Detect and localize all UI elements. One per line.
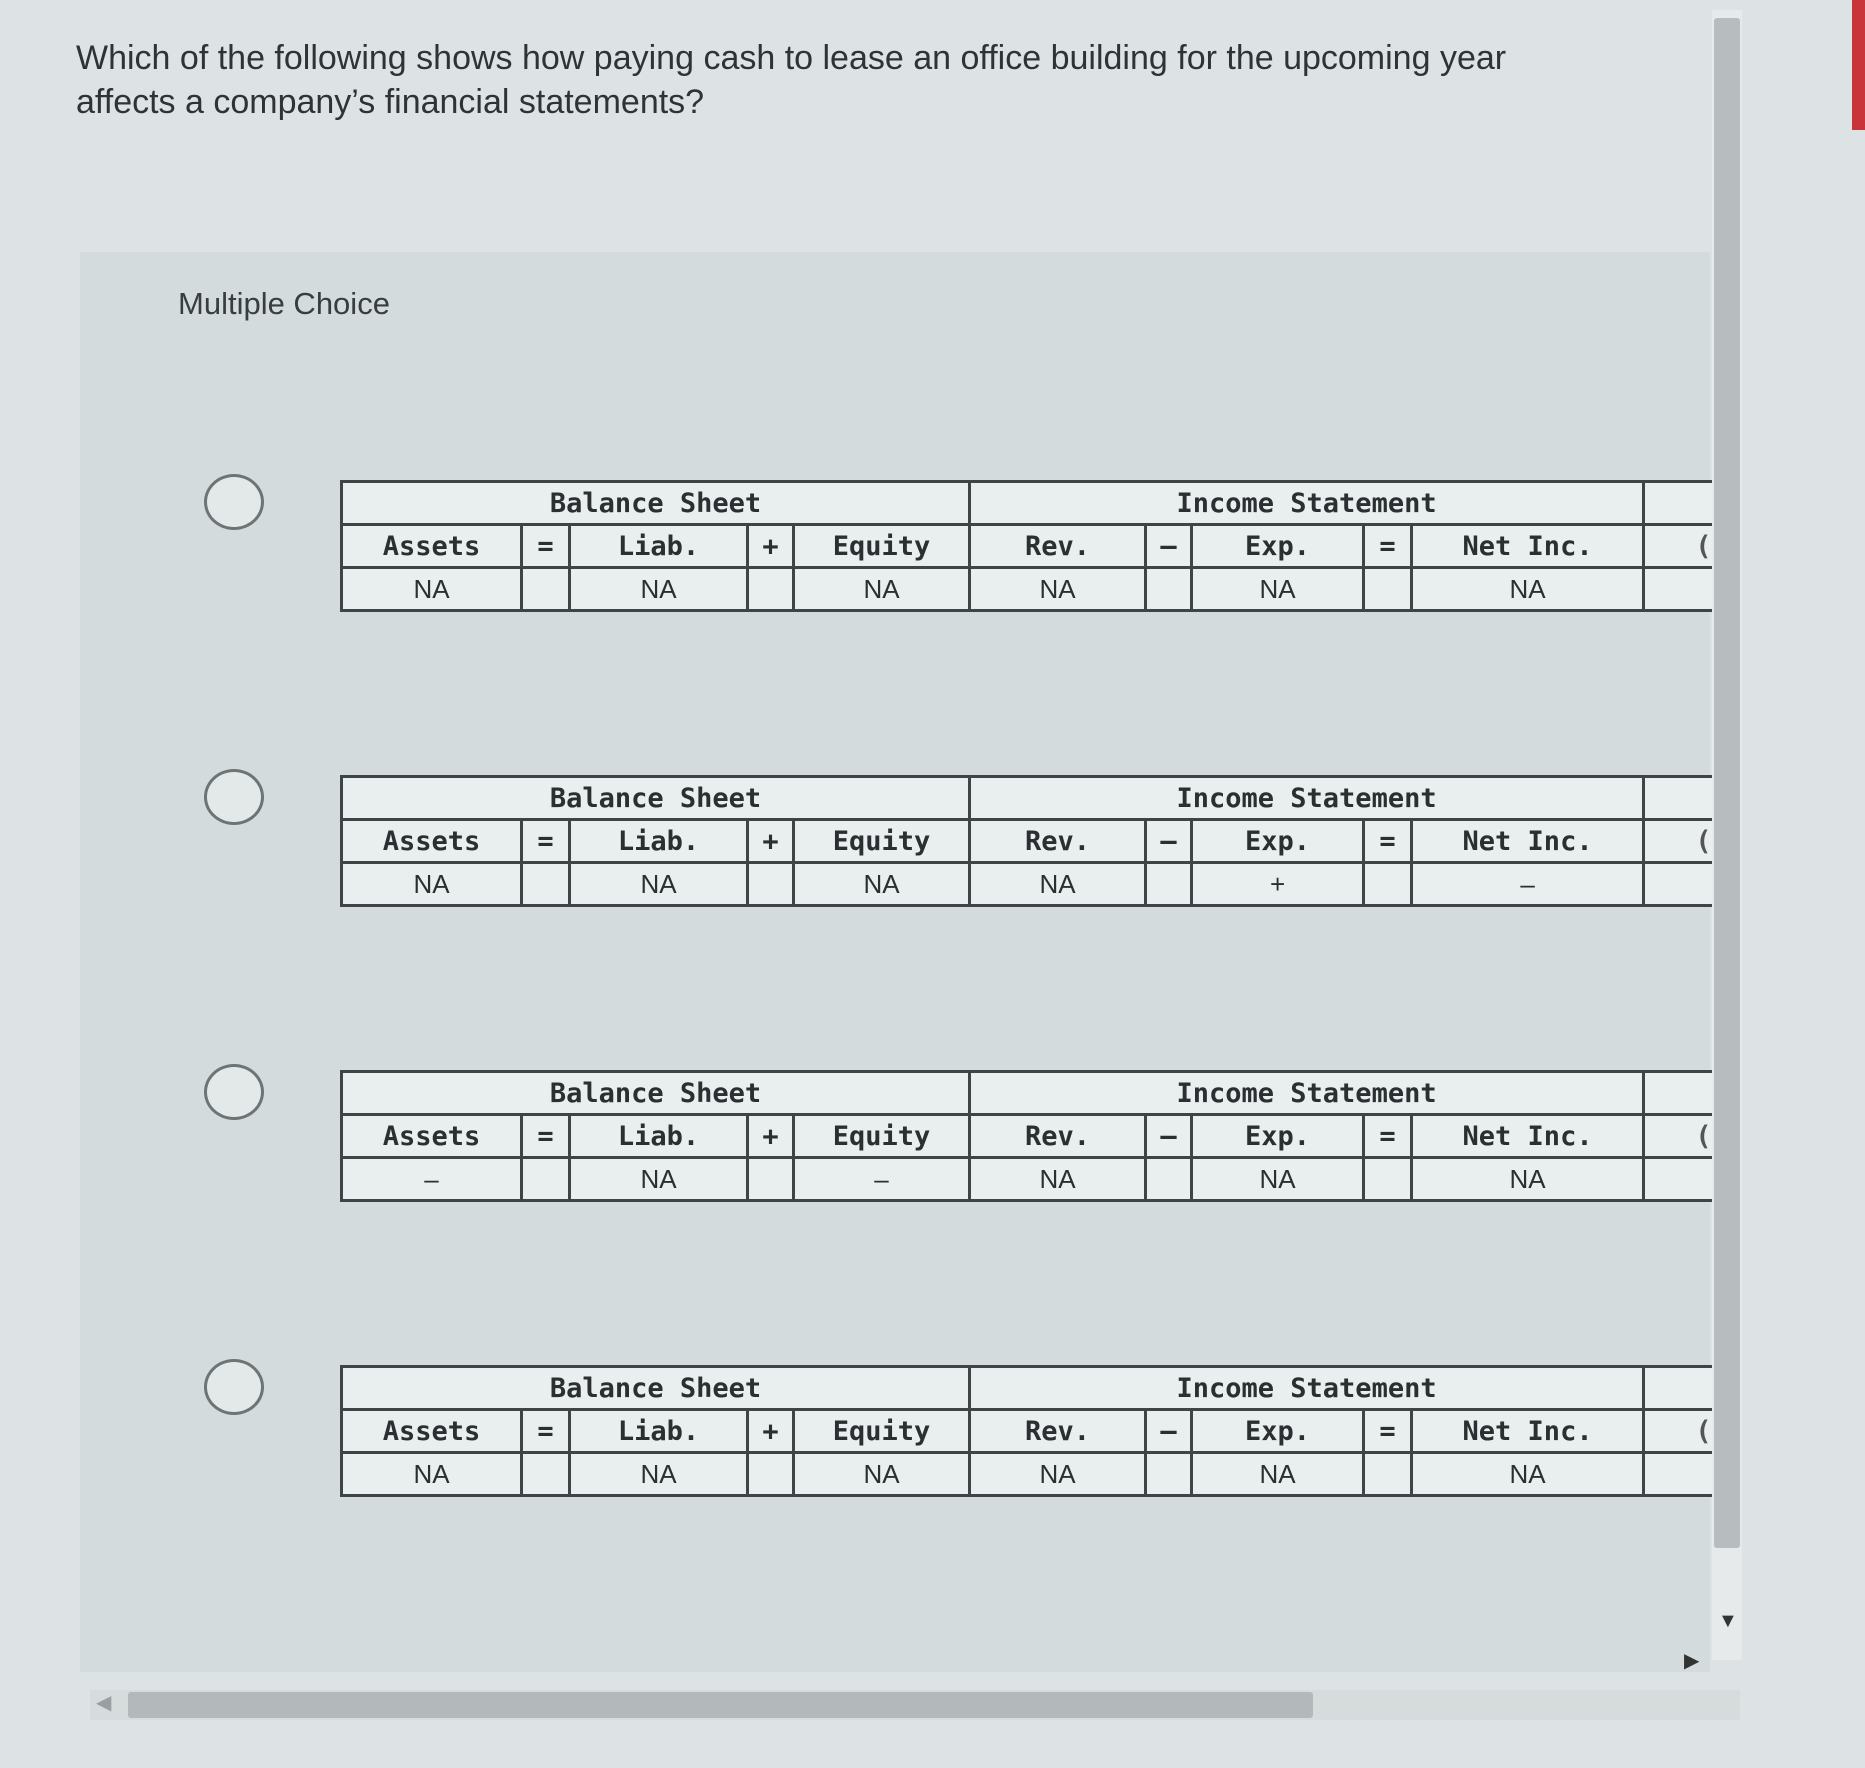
col-equity: Equity — [794, 1115, 970, 1158]
value-equity: NA — [794, 568, 970, 611]
value-exp: NA — [1192, 1453, 1364, 1496]
income-statement-header: Income Statement — [970, 777, 1644, 820]
horizontal-scrollbar-thumb[interactable] — [128, 1692, 1313, 1718]
col-equals-2: = — [1364, 820, 1412, 863]
effects-table — [340, 480, 1712, 612]
value-assets: – — [342, 1158, 522, 1201]
value-rev: NA — [970, 1453, 1146, 1496]
balance-sheet-header: Balance Sheet — [342, 777, 970, 820]
value-equity: – — [794, 1158, 970, 1201]
col-rev: Rev. — [970, 1410, 1146, 1453]
balance-sheet-header: Balance Sheet — [342, 1072, 970, 1115]
col-plus: + — [748, 525, 794, 568]
col-assets: Assets — [342, 1410, 522, 1453]
col-liab: Liab. — [570, 525, 748, 568]
col-net-inc: Net Inc. — [1412, 1410, 1644, 1453]
col-assets: Assets — [342, 525, 522, 568]
value-equity: NA — [794, 863, 970, 906]
clipped-column: ( — [1644, 525, 1712, 568]
scroll-left-icon[interactable]: ◀ — [96, 1692, 112, 1714]
answer-option[interactable] — [200, 1060, 1710, 1210]
answer-option[interactable] — [200, 1355, 1710, 1505]
balance-sheet-header: Balance Sheet — [342, 1367, 970, 1410]
value-assets: NA — [342, 1453, 522, 1496]
income-statement-header: Income Statement — [970, 1072, 1644, 1115]
col-equals-2: = — [1364, 1410, 1412, 1453]
effects-table — [340, 1070, 1712, 1202]
value-rev: NA — [970, 568, 1146, 611]
col-plus: + — [748, 820, 794, 863]
col-minus: – — [1146, 1410, 1192, 1453]
clipped-column: ( — [1644, 1410, 1712, 1453]
col-equity: Equity — [794, 525, 970, 568]
scroll-down-icon[interactable]: ▼ — [1718, 1610, 1738, 1632]
col-equity: Equity — [794, 1410, 970, 1453]
effects-table — [340, 1365, 1712, 1497]
col-liab: Liab. — [570, 1115, 748, 1158]
col-minus: – — [1146, 1115, 1192, 1158]
question-text: Which of the following shows how paying cash to lease an office building for the upcoming year affects a company’s financial statements? — [76, 39, 1507, 121]
col-liab: Liab. — [570, 820, 748, 863]
balance-sheet-header: Balance Sheet — [342, 482, 970, 525]
value-assets: NA — [342, 568, 522, 611]
value-exp: + — [1192, 863, 1364, 906]
col-equals: = — [522, 820, 570, 863]
col-equity: Equity — [794, 820, 970, 863]
col-minus: – — [1146, 820, 1192, 863]
col-assets: Assets — [342, 820, 522, 863]
col-plus: + — [748, 1115, 794, 1158]
col-assets: Assets — [342, 1115, 522, 1158]
value-net-inc: – — [1412, 863, 1644, 906]
value-net-inc: NA — [1412, 568, 1644, 611]
radio-button[interactable] — [204, 474, 264, 530]
answer-option[interactable] — [200, 470, 1710, 620]
section-label: Multiple Choice — [178, 286, 390, 321]
col-net-inc: Net Inc. — [1412, 820, 1644, 863]
value-exp: NA — [1192, 1158, 1364, 1201]
income-statement-header: Income Statement — [970, 1367, 1644, 1410]
col-equals-2: = — [1364, 525, 1412, 568]
value-assets: NA — [342, 863, 522, 906]
clipped-column: ( — [1644, 1115, 1712, 1158]
scroll-right-icon[interactable]: ▶ — [1684, 1650, 1700, 1672]
col-rev: Rev. — [970, 1115, 1146, 1158]
radio-button[interactable] — [204, 769, 264, 825]
col-equals: = — [522, 525, 570, 568]
effects-table — [340, 775, 1712, 907]
col-exp: Exp. — [1192, 820, 1364, 863]
value-net-inc: NA — [1412, 1158, 1644, 1201]
radio-button[interactable] — [204, 1359, 264, 1415]
value-liab: NA — [570, 863, 748, 906]
col-rev: Rev. — [970, 525, 1146, 568]
value-liab: NA — [570, 568, 748, 611]
col-minus: – — [1146, 525, 1192, 568]
radio-button[interactable] — [204, 1064, 264, 1120]
value-net-inc: NA — [1412, 1453, 1644, 1496]
window-edge-accent — [1852, 0, 1865, 130]
col-equals: = — [522, 1410, 570, 1453]
value-equity: NA — [794, 1453, 970, 1496]
value-exp: NA — [1192, 568, 1364, 611]
value-rev: NA — [970, 1158, 1146, 1201]
col-exp: Exp. — [1192, 1115, 1364, 1158]
col-equals-2: = — [1364, 1115, 1412, 1158]
col-net-inc: Net Inc. — [1412, 1115, 1644, 1158]
value-liab: NA — [570, 1158, 748, 1201]
col-exp: Exp. — [1192, 525, 1364, 568]
value-liab: NA — [570, 1453, 748, 1496]
col-liab: Liab. — [570, 1410, 748, 1453]
col-exp: Exp. — [1192, 1410, 1364, 1453]
vertical-scrollbar-thumb[interactable] — [1714, 18, 1740, 1548]
col-rev: Rev. — [970, 820, 1146, 863]
clipped-column: ( — [1644, 820, 1712, 863]
col-net-inc: Net Inc. — [1412, 525, 1644, 568]
answer-option[interactable] — [200, 765, 1710, 915]
income-statement-header: Income Statement — [970, 482, 1644, 525]
col-plus: + — [748, 1410, 794, 1453]
col-equals: = — [522, 1115, 570, 1158]
value-rev: NA — [970, 863, 1146, 906]
